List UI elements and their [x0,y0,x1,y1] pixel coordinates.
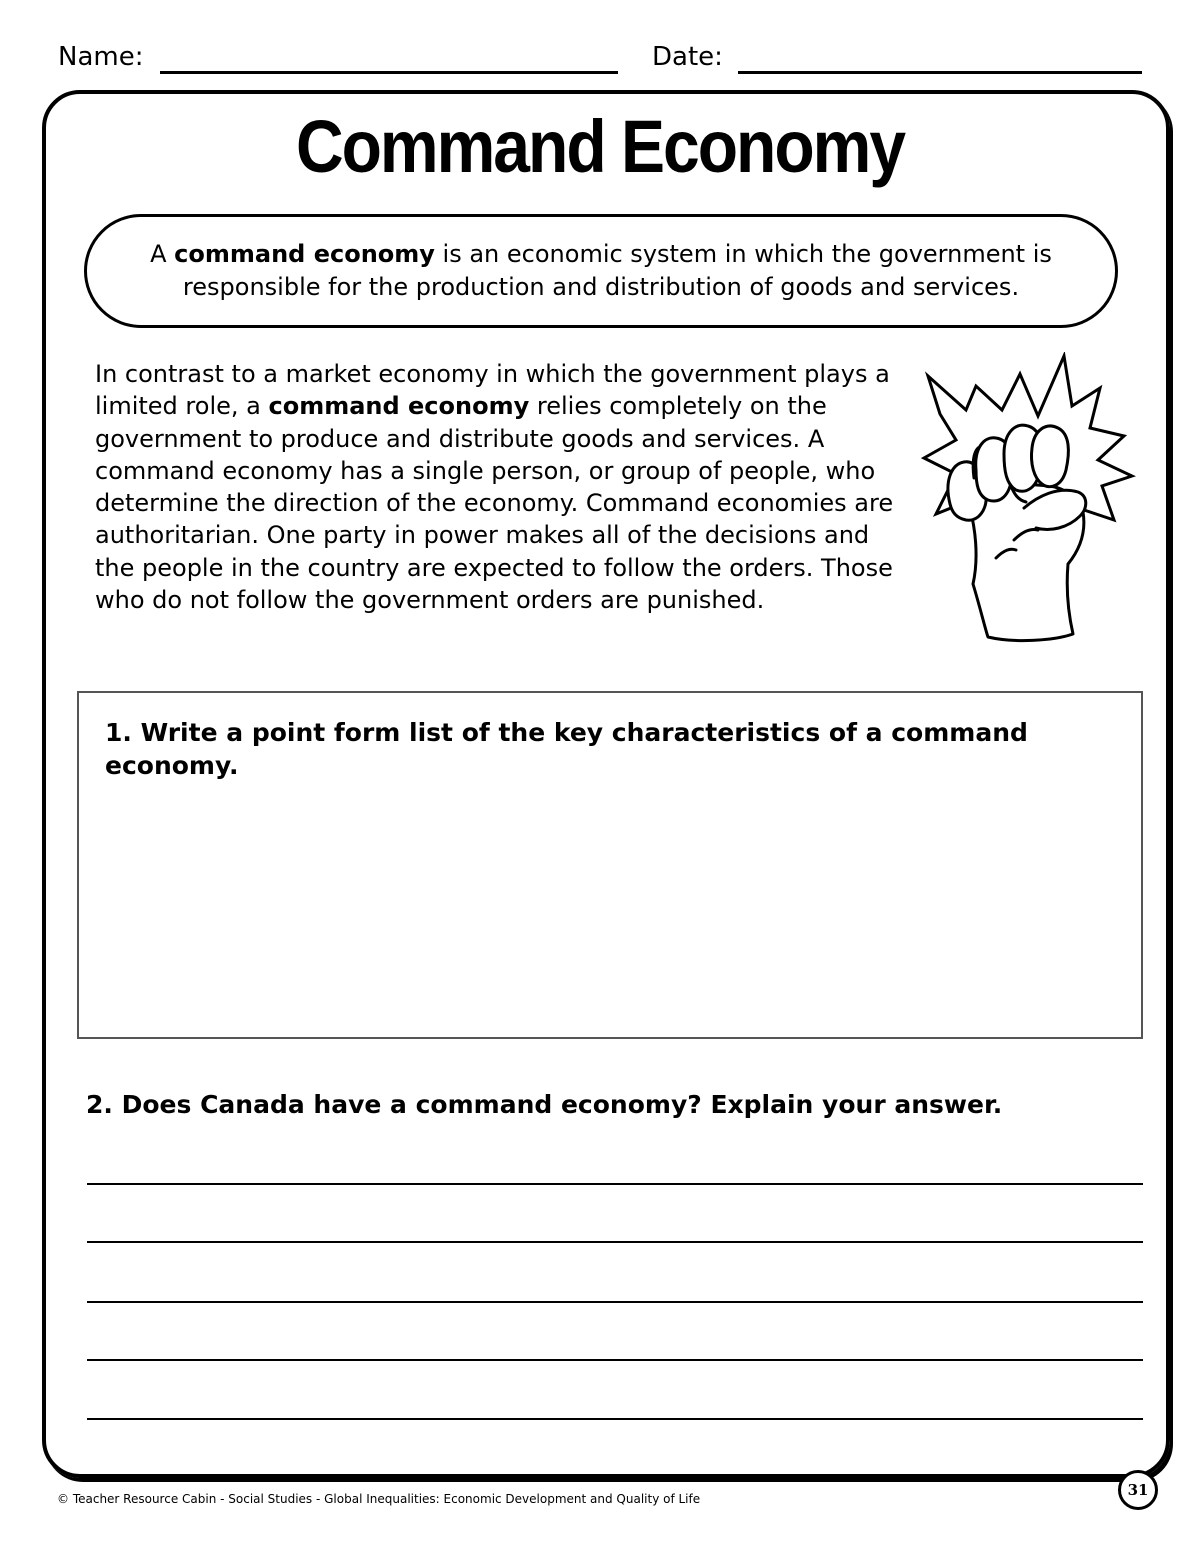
definition-term: command economy [174,240,435,268]
name-label: Name: [58,42,144,72]
raised-fist-burst-icon [918,352,1136,644]
intro-paragraph [95,358,915,616]
answer-line[interactable] [87,1301,1143,1303]
answer-line[interactable] [87,1418,1143,1420]
answer-line[interactable] [87,1241,1143,1243]
paragraph-part1: In contrast to a market economy in which the government plays a limited role, a [95,360,890,421]
name-field[interactable] [160,71,618,74]
answer-line[interactable] [87,1183,1143,1185]
page-title: Command Economy [295,104,905,188]
date-label: Date: [652,42,723,72]
fist-shape [948,425,1086,640]
definition-post: is an economic system in which the government is responsible for the production and distribution of goods and services. [182,240,1052,301]
paragraph-bold-term: command economy [268,392,530,421]
definition-pre: A [150,240,175,268]
paragraph-part2: relies completely on the government to produce and distribute goods and services. A command economy has a single person, or group of people, who determine the direction of the economy. Command economies are authoritarian. One party in power makes all of the decisions and the people in the country are expected to follow the orders. Those who do not follow the government orders are punished. [95,392,894,615]
date-field[interactable] [738,71,1142,74]
question-1: 1. Write a point form list of the key characteristics of a command economy. [105,718,1028,780]
page-number: 31 [1118,1470,1158,1510]
answer-line[interactable] [87,1359,1143,1361]
footer-credit: © Teacher Resource Cabin - Social Studies - Global Inequalities: Economic Development and Quality of Life [57,1492,701,1506]
question-2: 2. Does Canada have a command economy? Explain your answer. [86,1090,1003,1119]
definition-box [84,214,1118,328]
